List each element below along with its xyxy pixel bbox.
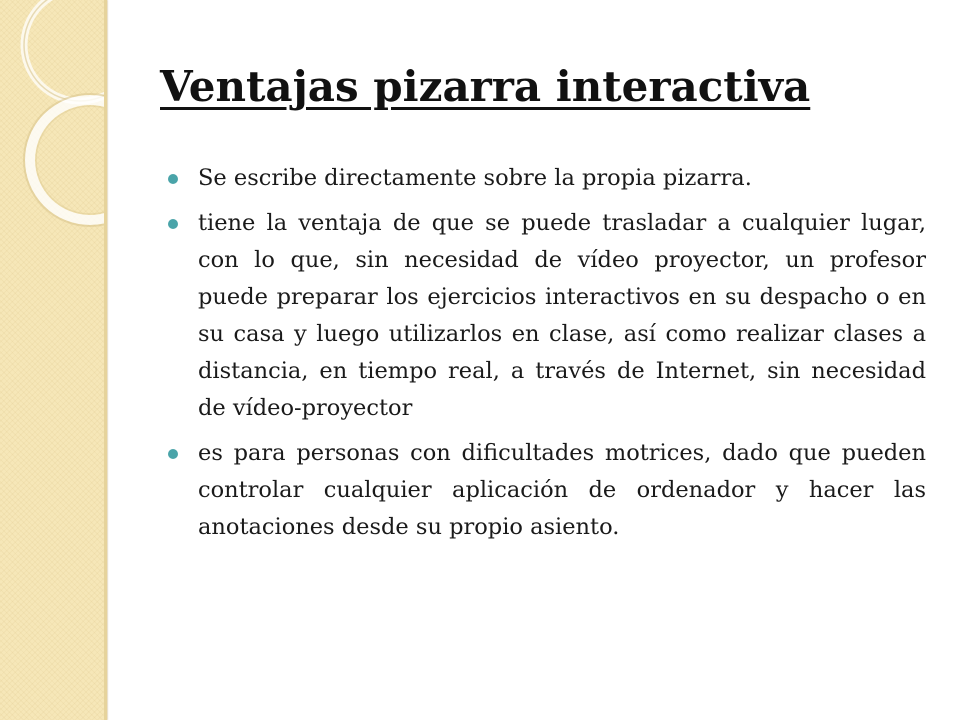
bullet-list	[166, 160, 926, 554]
decorative-rings-icon	[0, 0, 104, 260]
slide-title: Ventajas pizarra interactiva	[160, 62, 811, 111]
bullet-text: tiene la ventaja de que se puede trasladar a cualquier lugar, con lo que, sin necesidad de vídeo proyector, un profesor puede preparar los ejercicios interactivos en su despacho o en su casa y luego utilizarlos en clase, así como realizar clases a distancia, en tiempo real, a través de Internet, sin necesidad de vídeo-proyector	[198, 210, 926, 421]
bullet-item	[166, 205, 926, 427]
decorative-sidebar	[0, 0, 104, 720]
bullet-item	[166, 160, 926, 197]
bullet-dot-icon	[168, 219, 178, 229]
bullet-text: es para personas con dificultades motrices, dado que pueden controlar cualquier aplicación de ordenador y hacer las anotaciones desde su propio asiento.	[198, 440, 926, 540]
bullet-item	[166, 435, 926, 546]
bullet-text: Se escribe directamente sobre la propia pizarra.	[198, 165, 752, 191]
bullet-dot-icon	[168, 449, 178, 459]
sidebar-divider	[104, 0, 107, 720]
bullet-dot-icon	[168, 174, 178, 184]
